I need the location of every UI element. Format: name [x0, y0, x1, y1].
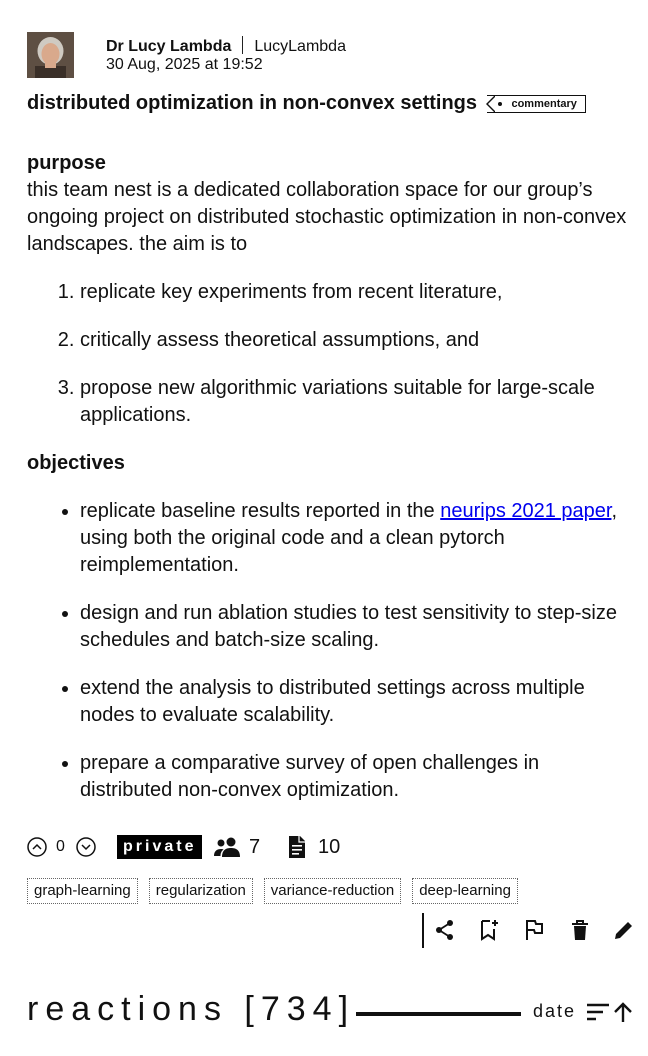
category-label[interactable]	[487, 95, 585, 113]
action-bar	[422, 912, 633, 948]
purpose-text: this team nest is a dedicated collaboration space for our group’s ongoing project on distributed stochastic optimization in non-convex landscapes. the aim is to	[27, 179, 627, 255]
reactions-title: reactions [734]	[27, 990, 356, 1028]
aims-list	[27, 279, 633, 429]
stats-bar	[27, 832, 633, 862]
author-handle[interactable]: LucyLambda	[254, 38, 346, 55]
tag-hole-icon	[498, 102, 502, 106]
post-date: 30 Aug, 2025 at 19:52	[106, 56, 263, 73]
objective-text: , using both the original code and a clean pytorch reimplementation.	[80, 500, 618, 576]
list-item: • extend the analysis to distributed settings across multiple nodes to evaluate scalability.	[80, 675, 633, 729]
author-line	[106, 36, 346, 56]
objective-text: replicate baseline results reported in the	[80, 500, 441, 522]
bookmark-add-icon[interactable]	[477, 918, 501, 942]
list-item: 1. replicate key experiments from recent literature,	[80, 279, 633, 306]
upvote-icon	[27, 837, 47, 857]
document-icon	[287, 832, 307, 862]
downvote-icon	[76, 837, 96, 857]
post-body	[27, 150, 633, 804]
objectives-heading: objectives	[27, 452, 125, 474]
tag-list	[27, 878, 529, 904]
flag-icon[interactable]	[522, 918, 546, 942]
avatar[interactable]	[27, 32, 74, 78]
title-row	[27, 92, 633, 115]
delete-icon[interactable]	[568, 918, 592, 942]
edit-icon[interactable]	[612, 918, 636, 942]
vote-count: 0	[56, 838, 65, 855]
share-icon[interactable]	[433, 918, 457, 942]
tag-chip[interactable]: regularization	[149, 878, 253, 904]
divider	[422, 913, 424, 948]
sort-ascending-icon[interactable]	[585, 1000, 635, 1024]
upvote-button[interactable]	[27, 832, 47, 862]
purpose-heading: purpose	[27, 152, 106, 174]
tag-chip[interactable]: graph-learning	[27, 878, 138, 904]
tag-chip[interactable]: variance-reduction	[264, 878, 401, 904]
tag-chip[interactable]: deep-learning	[412, 878, 518, 904]
list-item: 2. critically assess theoretical assumptions, and	[80, 327, 633, 354]
list-item: 3. propose new algorithmic variations suitable for large-scale applications.	[80, 375, 633, 429]
reactions-header	[27, 990, 633, 1034]
list-item: • design and run ablation studies to test sensitivity to step-size schedules and batch-size scaling.	[80, 600, 633, 654]
author-name[interactable]: Dr Lucy Lambda	[106, 38, 232, 55]
paper-link[interactable]: neurips 2021 paper	[440, 500, 612, 522]
list-item	[80, 498, 633, 579]
member-count: 7	[249, 835, 261, 858]
objectives-list	[27, 498, 633, 804]
list-item: • prepare a comparative survey of open challenges in distributed non-convex optimization.	[80, 750, 633, 804]
category-label-text: commentary	[511, 97, 577, 110]
post-header	[27, 32, 633, 78]
post-title: distributed optimization in non-convex settings	[27, 92, 478, 114]
document-count: 10	[318, 835, 341, 858]
members-icon	[213, 832, 243, 862]
divider	[356, 1012, 521, 1016]
downvote-button[interactable]	[76, 832, 96, 862]
divider	[242, 36, 243, 54]
visibility-badge: private	[117, 835, 202, 859]
sort-label[interactable]: date	[533, 1001, 577, 1021]
